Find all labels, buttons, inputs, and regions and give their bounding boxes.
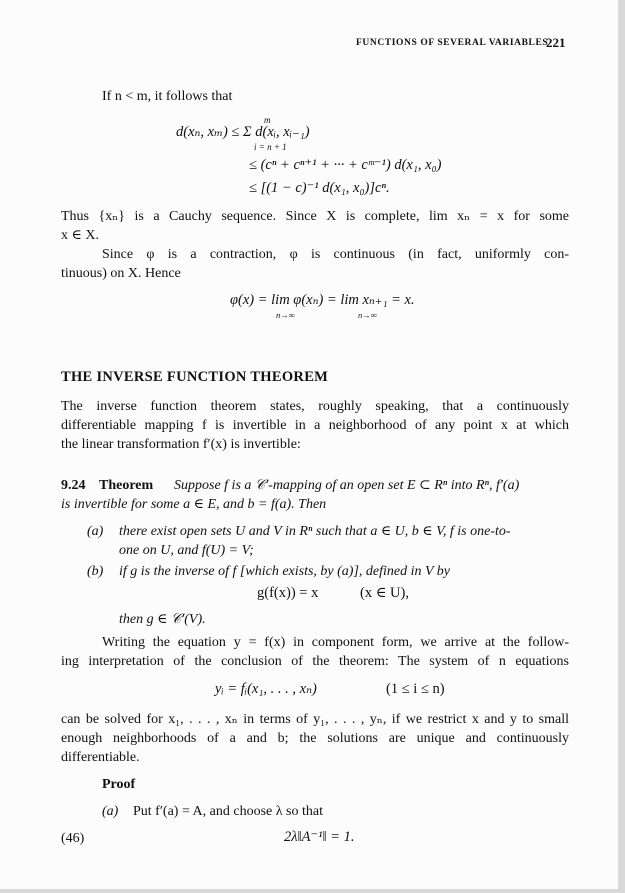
running-title: FUNCTIONS OF SEVERAL VARIABLES [356,38,549,48]
theorem-line-2: is invertible for some a ∈ E, and b = f(a). Then [61,497,327,512]
cauchy-line-3: Since φ is a contraction, φ is continuous (in fact, uniformly con- [102,247,569,262]
section-line-1: The inverse function theorem states, roughly speaking, that a continuously [61,399,569,414]
proof-part-a-text: Put f′(a) = A, and choose λ so that [133,804,323,819]
limit-equation: φ(x) = lim φ(xₙ) = lim xₙ₊₁ = x. [230,292,415,308]
theorem-part-a-line-1: there exist open sets U and V in Rⁿ such that a ∈ U, b ∈ V, f is one-to- [119,524,511,539]
interpretation-line-4: enough neighborhoods of a and b; the solutions are unique and continuously [61,731,569,746]
interpretation-line-1: Writing the equation y = f(x) in component form, we arrive at the follow- [102,635,569,650]
cauchy-line-4: tinuous) on X. Hence [61,266,181,281]
section-line-3: the linear transformation f′(x) is invertible: [61,437,301,452]
proof-equation: 2λ‖A⁻¹‖ = 1. [284,829,355,845]
inequality-line-2: ≤ (cⁿ + cⁿ⁺¹ + ··· + cᵐ⁻¹) d(x₁, x₀) [249,157,442,173]
sum-lower-limit: i = n + 1 [254,142,287,152]
section-line-2: differentiable mapping f is invertible in a neighborhood of any point x at which [61,418,569,433]
cauchy-line-2: x ∈ X. [61,228,99,243]
inequality-line-1: d(xₙ, xₘ) ≤ Σ d(xᵢ, xᵢ₋₁) [176,124,310,140]
interpretation-line-2: ing interpretation of the conclusion of the theorem: The system of n equations [61,654,569,669]
equation-number: (46) [61,831,85,846]
interpretation-line-5: differentiable. [61,750,140,765]
limit-subscript-2: n→∞ [358,310,377,320]
system-equation: yᵢ = fᵢ(x₁, . . . , xₙ) [215,681,317,697]
theorem-part-a-line-2: one on U, and f(U) = V; [119,543,254,558]
inequality-line-3: ≤ [(1 − c)⁻¹ d(x₁, x₀)]cⁿ. [249,180,390,196]
section-title: THE INVERSE FUNCTION THEOREM [61,369,329,385]
page-number: 221 [546,35,566,50]
theorem-number: 9.24 [61,478,86,493]
theorem-label: Theorem [99,478,154,493]
cauchy-line-1: Thus {xₙ} is a Cauchy sequence. Since X is complete, lim xₙ = x for some [61,209,569,224]
interpretation-line-3: can be solved for x₁, . . . , xₙ in terms of y₁, . . . , yₙ, if we restrict x and y to small [61,712,569,727]
theorem-inverse-equation: g(f(x)) = x [257,585,319,601]
system-condition: (1 ≤ i ≤ n) [386,681,445,697]
theorem-part-a-label: (a) [87,524,104,539]
theorem-inverse-condition: (x ∈ U), [360,585,409,601]
theorem-part-b-label: (b) [87,564,104,579]
intro-lead: If n < m, it follows that [102,89,233,104]
theorem-line-1: Suppose f is a 𝒞′-mapping of an open set E ⊂ Rⁿ into Rⁿ, f′(a) [174,478,520,493]
sum-upper-limit: m [264,115,271,125]
limit-subscript-1: n→∞ [276,310,295,320]
theorem-part-b-line-1: if g is the inverse of f [which exists, by (a)], defined in V by [119,564,451,579]
theorem-conclusion: then g ∈ 𝒞′(V). [119,612,206,627]
proof-part-a-label: (a) [102,804,119,819]
proof-title: Proof [102,777,136,792]
